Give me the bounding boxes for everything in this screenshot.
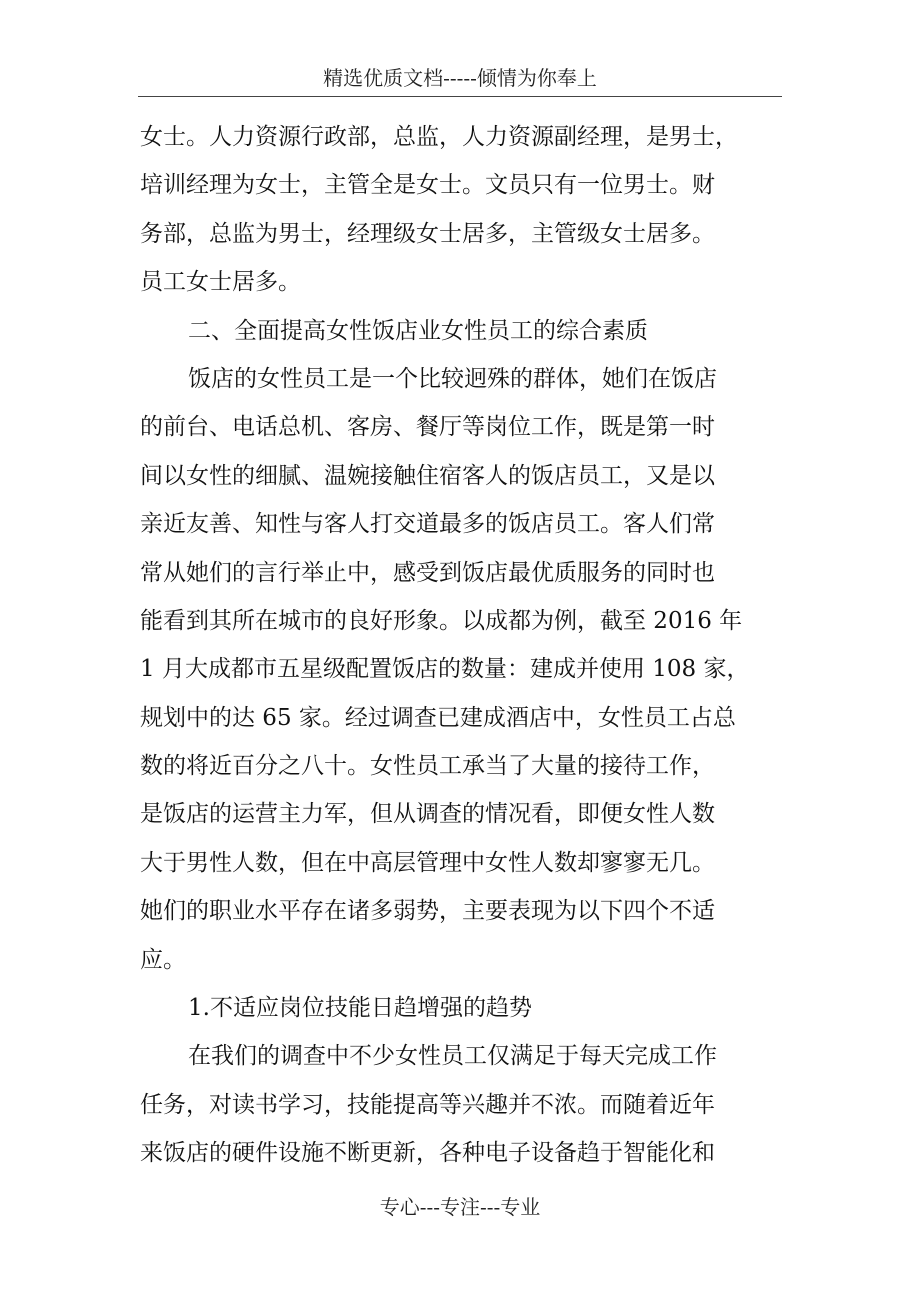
document-body bbox=[140, 117, 782, 1182]
text-line: 1 月大成都市五星级配置饭店的数量：建成并使用 108 家， bbox=[140, 656, 750, 683]
text-line: 来饭店的硬件设施不断更新，各种电子设备趋于智能化和 bbox=[140, 1140, 715, 1167]
text-line: 间以女性的细腻、温婉接触住宿客人的饭店员工，又是以 bbox=[140, 462, 715, 489]
text-line: 数的将近百分之八十。女性员工承当了大量的接待工作， bbox=[140, 753, 715, 780]
page-header: 精选优质文档-----倾情为你奉上 bbox=[323, 66, 597, 90]
text-line: 亲近友善、知性与客人打交道最多的饭店员工。客人们常 bbox=[140, 511, 715, 538]
text-line: 女士。人力资源行政部，总监，人力资源副经理，是男士， bbox=[140, 124, 738, 150]
text-line: 是饭店的运营主力军，但从调查的情况看，即便女性人数 bbox=[140, 801, 715, 828]
text-line: 大于男性人数，但在中高层管理中女性人数却寥寥无几。 bbox=[140, 849, 715, 876]
text-line: 在我们的调查中不少女性员工仅满足于每天完成工作 bbox=[188, 1043, 717, 1070]
text-line: 务部，总监为男士，经理级女士居多，主管级女士居多。 bbox=[140, 220, 715, 247]
header-divider bbox=[138, 96, 782, 97]
text-line: 应。 bbox=[140, 946, 186, 973]
text-line: 饭店的女性员工是一个比较迥殊的群体，她们在饭店 bbox=[188, 365, 717, 392]
text-line: 员工女士居多。 bbox=[140, 269, 301, 296]
text-line: 的前台、电话总机、客房、餐厅等岗位工作，既是第一时 bbox=[140, 414, 715, 441]
text-line: 二、全面提高女性饭店业女性员工的综合素质 bbox=[188, 317, 648, 344]
text-line: 她们的职业水平存在诸多弱势，主要表现为以下四个不适 bbox=[140, 898, 715, 925]
text-line: 1.不适应岗位技能日趋增强的趋势 bbox=[188, 995, 532, 1022]
text-line: 能看到其所在城市的良好形象。以成都为例，截至 2016 年 bbox=[140, 607, 743, 634]
page-footer: 专心---专注---专业 bbox=[379, 1195, 541, 1219]
text-line: 任务，对读书学习，技能提高等兴趣并不浓。而随着近年 bbox=[140, 1091, 715, 1118]
text-line: 培训经理为女士，主管全是女士。文员只有一位男士。财 bbox=[140, 172, 715, 199]
text-line: 常从她们的言行举止中，感受到饭店最优质服务的同时也 bbox=[140, 559, 715, 586]
text-line: 规划中的达 65 家。经过调查已建成酒店中，女性员工占总 bbox=[140, 704, 736, 731]
